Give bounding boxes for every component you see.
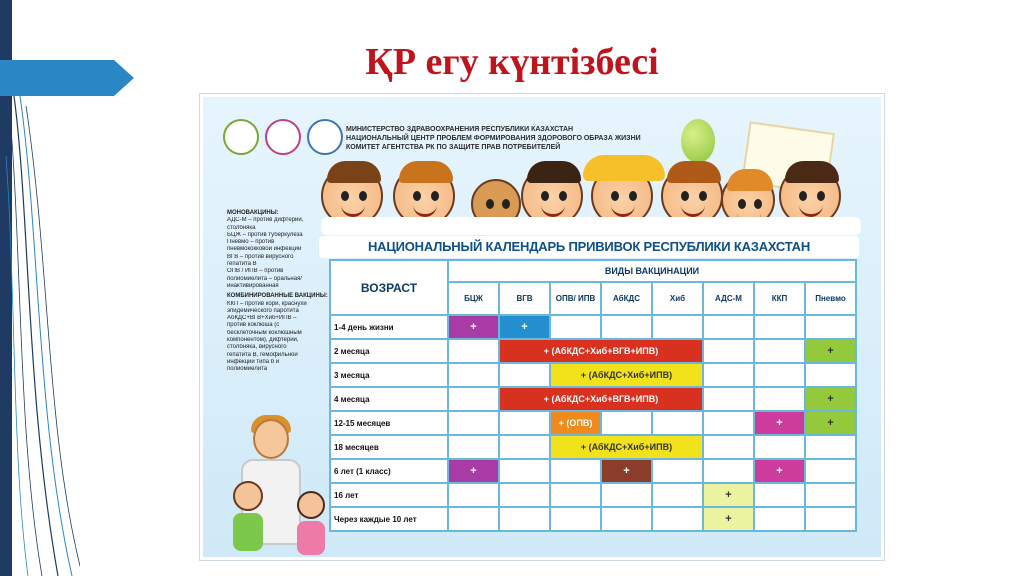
pneumo-mark: +	[805, 339, 856, 363]
combo-vaccine-cell: + (АбКДС+Хиб+ИПВ)	[550, 435, 703, 459]
table-row	[330, 483, 856, 507]
vaccination-poster	[200, 94, 884, 560]
legend-line: Пневмо – против	[227, 239, 275, 246]
fence	[321, 217, 861, 235]
vgv-mark: +	[499, 315, 550, 339]
table-row	[330, 387, 856, 411]
age-cell: 3 месяца	[330, 363, 448, 387]
ministry-logo-icon	[223, 119, 259, 155]
vaccine-header-adsm: АДС-М	[703, 282, 754, 315]
age-cell: 2 месяца	[330, 339, 448, 363]
age-cell: 4 месяца	[330, 387, 448, 411]
doctor-head-icon	[253, 419, 289, 459]
table-row	[330, 507, 856, 531]
legend-line: гепатита В, гемофильной	[227, 351, 298, 358]
age-cell: 6 лет (1 класс)	[330, 459, 448, 483]
age-cell: Через каждые 10 лет	[330, 507, 448, 531]
age-header: ВОЗРАСТ	[330, 260, 448, 315]
vaccine-header-hib: Хиб	[652, 282, 703, 315]
vaccine-legend	[227, 210, 331, 417]
legend-line: гепатита В	[227, 261, 257, 268]
emblem-logo-icon	[307, 119, 343, 155]
vaccine-header-opv-ipv: ОПВ/ ИПВ	[550, 282, 601, 315]
legend-line: пневмококковой инфекции	[227, 246, 302, 253]
table-row	[330, 339, 856, 363]
table-row	[330, 459, 856, 483]
table-row	[330, 435, 856, 459]
combo-vaccine-cell: + (АбКДС+Хиб+ВГВ+ИПВ)	[499, 339, 703, 363]
legend-line: полиомиелита	[227, 366, 268, 373]
vaccination-table	[329, 259, 857, 532]
legend-line: компонентом), дифтерии,	[227, 337, 299, 344]
abkds-mark: +	[601, 459, 652, 483]
ministry-line: МИНИСТЕРСТВО ЗДРАВООХРАНЕНИЯ РЕСПУБЛИКИ КАЗАХСТАН	[346, 126, 574, 133]
legend-heading: КОМБИНИРОВАННЫЕ ВАКЦИНЫ:	[227, 293, 328, 300]
kkp-mark: +	[754, 459, 805, 483]
age-cell: 1-4 день жизни	[330, 315, 448, 339]
balloon-icon	[681, 119, 715, 163]
girl-icon	[297, 491, 331, 555]
vaccine-header-kkp: ККП	[754, 282, 805, 315]
legend-line: ВГВ – против вирусного	[227, 253, 294, 260]
legend-line: инактивированная	[227, 282, 279, 289]
vaccine-header-pneumo: Пневмо	[805, 282, 856, 315]
vaccine-header-vgv: ВГВ	[499, 282, 550, 315]
legend-heading: МОНОВАКЦИНЫ:	[227, 210, 279, 216]
pneumo-mark: +	[805, 387, 856, 411]
table-row	[330, 315, 856, 339]
vaccine-header-bcg: БЦЖ	[448, 282, 499, 315]
legend-line: БЦЖ – против туберкулеза	[227, 231, 303, 238]
ministry-header	[346, 125, 641, 152]
legend-line: эпидемического паротита	[227, 307, 299, 314]
bcg-mark: +	[448, 315, 499, 339]
logos-group	[223, 119, 343, 155]
legend-line: АДС-М – против дифтерии,	[227, 217, 304, 224]
legend-line: полиомиелита – оральная/	[227, 275, 303, 282]
age-cell: 18 месяцев	[330, 435, 448, 459]
slide-title: ҚР егу күнтізбесі	[365, 41, 659, 83]
boy-icon	[233, 481, 269, 551]
decorative-lines	[0, 96, 80, 576]
calendar-title: НАЦИОНАЛЬНЫЙ КАЛЕНДАРЬ ПРИВИВОК РЕСПУБЛИКИ КАЗАХСТАН	[367, 239, 811, 254]
vaccination-types-header: ВИДЫ ВАКЦИНАЦИИ	[448, 260, 856, 282]
legend-line: против коклюша (с	[227, 322, 280, 329]
legend-line: ОПВ / ИПВ – против	[227, 268, 284, 275]
legend-line: ККП – против кори, краснухи	[227, 300, 307, 307]
table-row	[330, 363, 856, 387]
legend-line: АбКДС+ВГВ+Хиб+ИПВ –	[227, 315, 297, 322]
table-row	[330, 411, 856, 435]
adsm-mark: +	[703, 483, 754, 507]
ministry-line: НАЦИОНАЛЬНЫЙ ЦЕНТР ПРОБЛЕМ ФОРМИРОВАНИЯ ЗДОРОВОГО ОБРАЗА ЖИЗНИ	[346, 135, 641, 142]
adsm-mark: +	[703, 507, 754, 531]
legend-line: бесклеточным коклюшным	[227, 329, 302, 336]
doctor-with-children-illustration	[233, 419, 343, 559]
combo-vaccine-cell: + (АбКДС+Хиб+ИПВ)	[550, 363, 703, 387]
age-cell: 12-15 месяцев	[330, 411, 448, 435]
kkp-mark: +	[754, 411, 805, 435]
legend-line: столбняка	[227, 224, 256, 231]
vaccine-header-abkds: АбКДС	[601, 282, 652, 315]
combo-vaccine-cell: + (АбКДС+Хиб+ВГВ+ИПВ)	[499, 387, 703, 411]
legend-line: столбняка, вирусного	[227, 344, 287, 351]
legend-line: инфекции типа b и	[227, 358, 280, 365]
family-logo-icon	[265, 119, 301, 155]
age-cell: 16 лет	[330, 483, 448, 507]
calendar-title-bar	[319, 236, 859, 258]
ministry-line: КОМИТЕТ АГЕНТСТВА РК ПО ЗАЩИТЕ ПРАВ ПОТРЕБИТЕЛЕЙ	[346, 144, 561, 151]
bcg-mark: +	[448, 459, 499, 483]
opv-mark: + (ОПВ)	[550, 411, 601, 435]
pneumo-mark: +	[805, 411, 856, 435]
